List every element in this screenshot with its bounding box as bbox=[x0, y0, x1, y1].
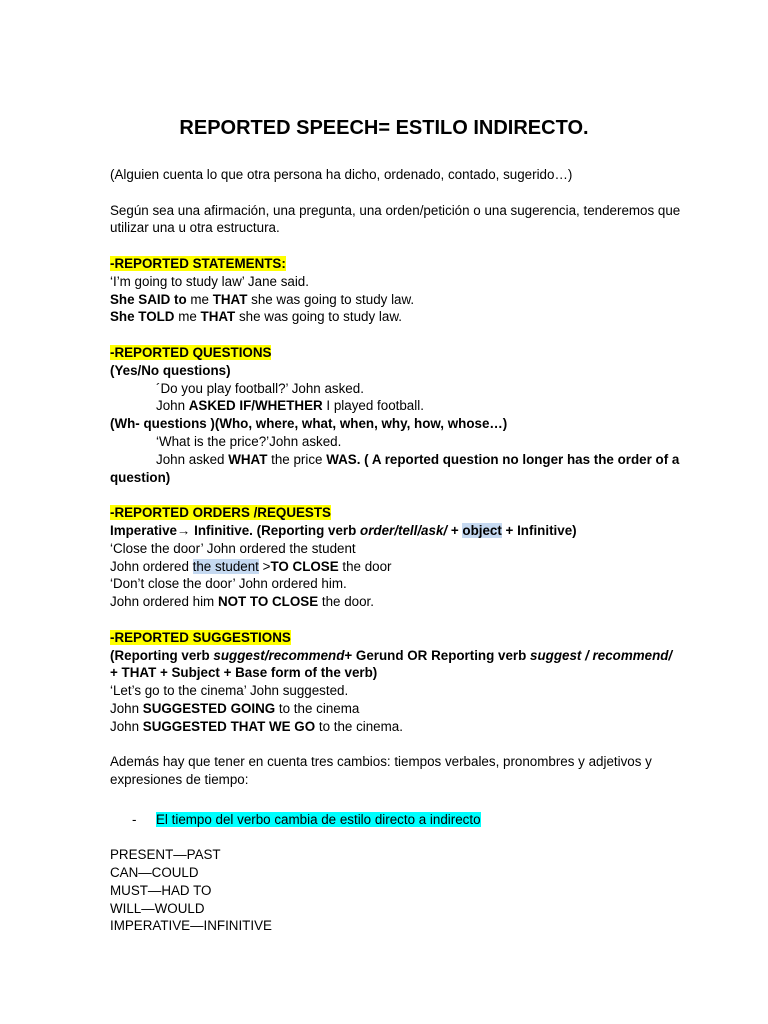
document-body bbox=[110, 166, 720, 935]
bullet-item bbox=[110, 811, 720, 829]
tense-item: IMPERATIVE—INFINITIVE bbox=[110, 918, 272, 934]
bullet-dash: - bbox=[132, 811, 137, 827]
order-example-1: ‘Close the door’ John ordered the student bbox=[110, 540, 356, 556]
suggestions-rule-1: (Reporting verb suggest/recommend+ Gerund OR Reporting verb suggest / recommend/ bbox=[110, 647, 673, 663]
intro-text: (Alguien cuenta lo que otra persona ha dicho, ordenado, contado, sugerido…) bbox=[110, 167, 573, 182]
tense-item: CAN—COULD bbox=[110, 865, 199, 881]
statements-section bbox=[110, 255, 720, 273]
tense-item: PRESENT—PAST bbox=[110, 847, 221, 863]
order-reported-2: John ordered him NOT TO CLOSE the door. bbox=[110, 594, 374, 610]
changes-paragraph: Además hay que tener en cuenta tres cambios: tiempos verbales, pronombres y adjetivos y expresiones de tiempo: bbox=[110, 754, 652, 788]
question-reported-2: John asked WHAT the price WAS. ( A reported question no longer has the order of a question) bbox=[110, 451, 680, 485]
orders-rule: Imperative→ Infinitive. (Reporting verb order/tell/ask/ + object + Infinitive) bbox=[110, 522, 577, 538]
yesno-label: (Yes/No questions) bbox=[110, 362, 231, 378]
wh-label: (Wh- questions )(Who, where, what, when, why, how, whose…) bbox=[110, 416, 508, 432]
right-arrow-icon: → bbox=[177, 522, 191, 538]
question-reported-1: John ASKED IF/WHETHER I played football. bbox=[156, 398, 424, 414]
tense-item: MUST—HAD TO bbox=[110, 882, 212, 898]
question-example-1: ´Do you play football?’ John asked. bbox=[156, 380, 364, 396]
orders-section bbox=[110, 504, 720, 522]
suggestions-heading: -REPORTED SUGGESTIONS bbox=[110, 629, 291, 645]
suggestion-that: John SUGGESTED THAT WE GO to the cinema. bbox=[110, 718, 403, 734]
suggestion-example: ‘Let’s go to the cinema’ John suggested. bbox=[110, 683, 349, 699]
statement-said: She SAID to me THAT she was going to study law. bbox=[110, 291, 415, 307]
statement-example: ‘I’m going to study law’ Jane said. bbox=[110, 273, 309, 289]
questions-section bbox=[110, 344, 720, 362]
page-title: REPORTED SPEECH= ESTILO INDIRECTO. bbox=[179, 117, 589, 139]
order-example-2: ‘Don’t close the door’ John ordered him. bbox=[110, 576, 347, 592]
orders-heading: -REPORTED ORDERS /REQUESTS bbox=[110, 505, 331, 521]
order-reported-1: John ordered the student >TO CLOSE the door bbox=[110, 558, 392, 574]
suggestions-rule-2: + THAT + Subject + Base form of the verb) bbox=[110, 665, 378, 681]
question-example-2: ‘What is the price?’John asked. bbox=[156, 433, 342, 449]
suggestion-gerund: John SUGGESTED GOING to the cinema bbox=[110, 700, 360, 716]
statement-told: She TOLD me THAT she was going to study law. bbox=[110, 309, 402, 325]
tense-item: WILL—WOULD bbox=[110, 900, 205, 916]
intro-paragraph: Según sea una afirmación, una pregunta, una orden/petición o una sugerencia, tenderemos que utilizar una u otra estructura. bbox=[110, 202, 681, 236]
questions-heading: -REPORTED QUESTIONS bbox=[110, 344, 272, 360]
bullet-text: El tiempo del verbo cambia de estilo directo a indirecto bbox=[156, 811, 481, 827]
statements-heading: -REPORTED STATEMENTS: bbox=[110, 255, 286, 271]
suggestions-section bbox=[110, 629, 720, 647]
tense-list bbox=[110, 846, 720, 935]
